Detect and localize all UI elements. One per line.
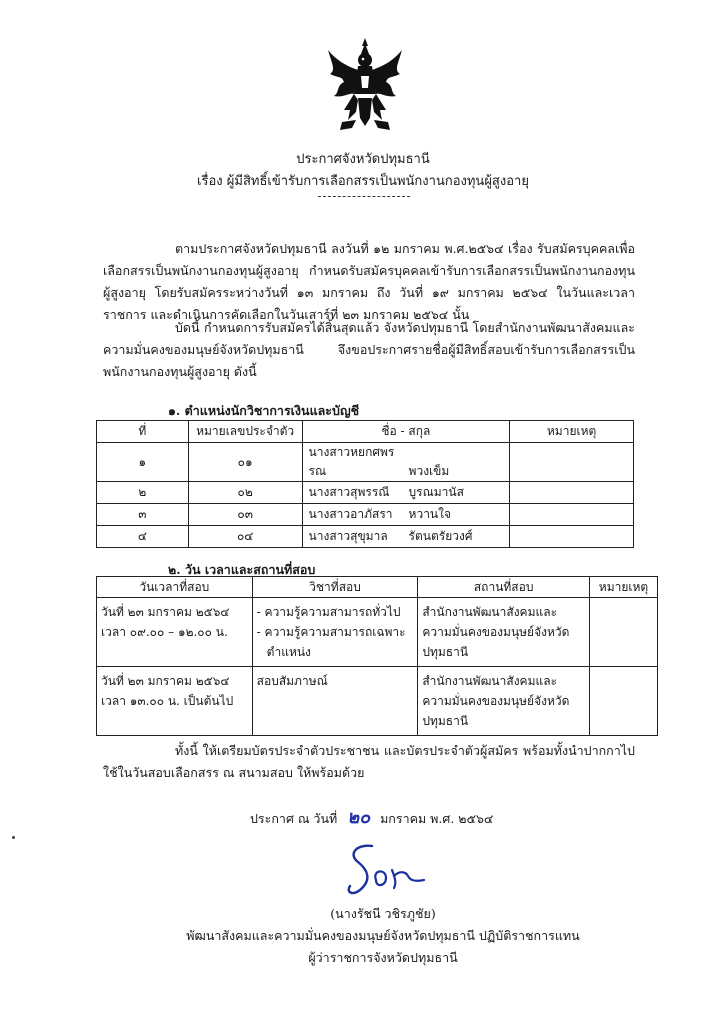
column-header: วันเวลาที่สอบ [97, 577, 253, 598]
candidate-surname: หวานใจ [408, 507, 452, 521]
document-title: ประกาศจังหวัดปทุมธานี [296, 152, 430, 167]
table-header-row [97, 421, 634, 443]
exam-subject-cell [252, 598, 418, 667]
date-day: ๒๐ [347, 807, 371, 828]
announcement-paragraph-text: บัดนี้ กำหนดการรับสมัครได้สิ้นสุดแล้ว จังหวัดปทุมธานี โดยสำนักงานพัฒนาสังคมและความมั่นคงของมนุษย์จังหวัดปทุมธานี จึงขอประกาศรายชื่อผู้มีสิทธิ์สอบเข้ารับการเลือกสรรเป็นพนักงานกองทุนผู้สูงอายุ ดังนี้ [103, 320, 635, 379]
instruction-paragraph [103, 740, 635, 784]
exam-datetime-cell [97, 667, 253, 736]
note-cell [510, 443, 634, 482]
candidate-surname: พวงเข็ม [408, 464, 450, 478]
section1-heading: ๑. ตำแหน่งนักวิชาการเงินและบัญชี [168, 403, 360, 418]
candidate-id: ๐๓ [188, 504, 302, 526]
candidate-name: นางสาวสุพรรณี [308, 485, 390, 499]
exam-date: วันที่ ๒๓ มกราคม ๒๕๖๔ [101, 674, 230, 688]
signatory-authority: ผู้ว่าราชการจังหวัดปทุมธานี [308, 950, 458, 965]
date-suffix: มกราคม พ.ศ. ๒๕๖๔ [380, 811, 494, 826]
note-cell [510, 526, 634, 548]
exam-subject-cell [252, 667, 418, 736]
intro-paragraph [103, 238, 635, 326]
candidate-surname: บูรณมานัส [408, 485, 464, 499]
row-number: ๓ [97, 504, 189, 526]
title-divider [318, 196, 410, 197]
table-row [97, 598, 658, 667]
section2-heading: ๒. วัน เวลาและสถานที่สอบ [168, 562, 316, 577]
note-cell [510, 482, 634, 504]
exam-subject: - ความรู้ความสามารถเฉพาะตำแหน่ง [256, 625, 406, 659]
table-header-row [97, 577, 658, 598]
instruction-paragraph-text: ทั้งนี้ ให้เตรียมบัตรประจำตัวประชาชน และบัตรประจำตัวผู้สมัคร พร้อมทั้งนำปากกาไปใช้ในวันสอบเลือกสรร ณ สนามสอบ ให้พร้อมด้วย [103, 743, 635, 780]
candidate-name-cell [302, 443, 510, 482]
date-prefix: ประกาศ ณ วันที่ [250, 811, 338, 826]
table-row [97, 667, 658, 736]
column-header: ที่ [97, 421, 189, 443]
exam-time: เวลา ๑๓.๐๐ น. เป็นต้นไป [101, 694, 234, 708]
exam-place: สำนักงานพัฒนาสังคมและความมั่นคงของมนุษย์จังหวัดปทุมธานี [418, 598, 590, 667]
document-subject: เรื่อง ผู้มีสิทธิ์เข้ารับการเลือกสรรเป็นพนักงานกองทุนผู้สูงอายุ [197, 174, 529, 189]
candidate-name: นางสาวสุขุมาล [308, 529, 388, 543]
garuda-emblem-icon [322, 36, 408, 136]
candidate-surname: รัตนตรัยวงศ์ [408, 529, 473, 543]
table-row [97, 504, 634, 526]
column-header: หมายเหตุ [510, 421, 634, 443]
exam-subject: สอบสัมภาษณ์ [256, 674, 328, 688]
announcement-date [250, 802, 493, 831]
candidate-id: ๐๔ [188, 526, 302, 548]
column-header: ชื่อ - สกุล [302, 421, 510, 443]
candidate-name: นางสาวหยกศพรรณ [308, 445, 395, 478]
candidate-id: ๐๒ [188, 482, 302, 504]
column-header: วิชาที่สอบ [252, 577, 418, 598]
handwritten-signature [342, 840, 432, 900]
announcement-paragraph [103, 317, 635, 383]
exam-datetime-cell [97, 598, 253, 667]
signatory-name: (นางรัชนี วชิรภูชัย) [330, 906, 436, 921]
column-header: สถานที่สอบ [418, 577, 590, 598]
exam-place: สำนักงานพัฒนาสังคมและความมั่นคงของมนุษย์จังหวัดปทุมธานี [418, 667, 590, 736]
margin-mark [12, 836, 15, 839]
column-header: หมายเลขประจำตัว [188, 421, 302, 443]
note-cell [589, 667, 657, 736]
column-header: หมายเหตุ [589, 577, 657, 598]
intro-paragraph-text: ตามประกาศจังหวัดปทุมธานี ลงวันที่ ๑๒ มกราคม พ.ศ.๒๕๖๔ เรื่อง รับสมัครบุคคลเพื่อเลือกสรรเป็นพนักงานกองทุนผู้สูงอายุ กำหนดรับสมัครบุคคลเข้ารับการเลือกสรรเป็นพนักงานกองทุนผู้สูงอายุ โดยรับสมัครระหว่างวันที่ ๑๓ มกราคม ถึง วันที่ ๑๙ มกราคม ๒๕๖๔ ในวันและเวลาราชการ และดำเนินการคัดเลือกในวันเสาร์ที่ ๒๓ มกราคม ๒๕๖๔ นั้น [103, 241, 635, 322]
candidate-name-cell [302, 526, 510, 548]
note-cell [589, 598, 657, 667]
signatory-title: พัฒนาสังคมและความมั่นคงของมนุษย์จังหวัดปทุมธานี ปฏิบัติราชการแทน [186, 928, 580, 943]
candidate-id: ๐๑ [188, 443, 302, 482]
exam-schedule-table [96, 576, 658, 736]
row-number: ๑ [97, 443, 189, 482]
exam-date: วันที่ ๒๓ มกราคม ๒๕๖๔ [101, 605, 230, 619]
candidate-name-cell [302, 504, 510, 526]
note-cell [510, 504, 634, 526]
row-number: ๔ [97, 526, 189, 548]
row-number: ๒ [97, 482, 189, 504]
table-row [97, 443, 634, 482]
table-row [97, 482, 634, 504]
table-row [97, 526, 634, 548]
candidate-name: นางสาวอาภัสรา [308, 507, 393, 521]
candidates-table [96, 420, 634, 548]
candidate-name-cell [302, 482, 510, 504]
exam-subject: - ความรู้ความสามารถทั่วไป [256, 605, 401, 619]
exam-time: เวลา ๐๙.๐๐ – ๑๒.๐๐ น. [101, 625, 228, 639]
